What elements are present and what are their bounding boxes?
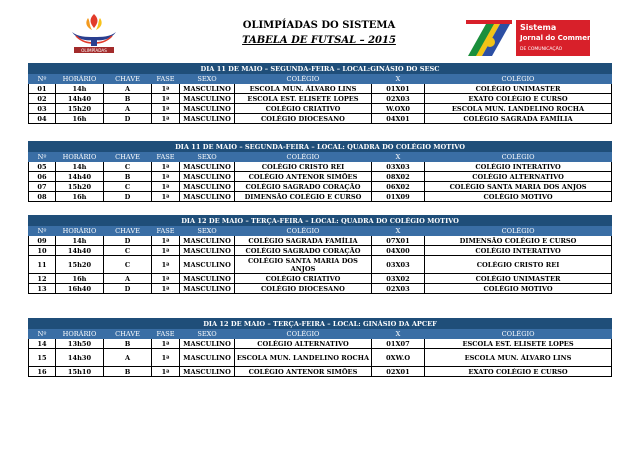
cell: MASCULINO: [180, 94, 235, 104]
cell: 1ª: [152, 182, 180, 192]
cell: 16: [29, 367, 56, 377]
cell: A: [104, 84, 152, 94]
cell: MASCULINO: [180, 367, 235, 377]
cell: COLÉGIO CRIATIVO: [235, 104, 372, 114]
cell: 14: [29, 339, 56, 349]
schedule-block-3: [28, 215, 611, 294]
col-group: CHAVE: [104, 152, 152, 162]
block-title: DIA 12 DE MAIO – TERÇA-FEIRA – LOCAL: QUADRA DO COLÉGIO MOTIVO: [29, 216, 612, 226]
schedule-table: [28, 215, 612, 294]
cell: 15h10: [56, 367, 104, 377]
cell: 02: [29, 94, 56, 104]
col-number: Nº: [29, 226, 56, 236]
cell: D: [104, 236, 152, 246]
col-phase: FASE: [152, 74, 180, 84]
cell: COLÉGIO SANTA MARIA DOS ANJOS: [425, 182, 612, 192]
cell: C: [104, 162, 152, 172]
cell: 1ª: [152, 256, 180, 274]
cell: A: [104, 274, 152, 284]
torch-logo: [58, 10, 130, 56]
cell: MASCULINO: [180, 192, 235, 202]
cell: 16h: [56, 274, 104, 284]
cell: 05: [29, 162, 56, 172]
page-title: OLIMPÍADAS DO SISTEMA: [242, 20, 396, 31]
schedule-table: [28, 318, 612, 377]
cell: MASCULINO: [180, 114, 235, 124]
logo-right-line2: Jornal do Commercio: [520, 34, 602, 42]
cell: 1ª: [152, 172, 180, 182]
table-row: [29, 256, 612, 274]
cell: C: [104, 182, 152, 192]
cell: COLÉGIO SAGRADA FAMÍLIA: [235, 236, 372, 246]
col-school-a: COLÉGIO: [235, 74, 372, 84]
cell: 16h40: [56, 284, 104, 294]
cell: B: [104, 94, 152, 104]
col-phase: FASE: [152, 329, 180, 339]
table-row: [29, 114, 612, 124]
col-group: CHAVE: [104, 74, 152, 84]
cell: COLÉGIO CRISTO REI: [235, 162, 372, 172]
cell: ESCOLA MUN. ÁLVARO LINS: [425, 349, 612, 367]
col-school-a: COLÉGIO: [235, 152, 372, 162]
table-row: [29, 236, 612, 246]
col-school-b: COLÉGIO: [425, 152, 612, 162]
cell: D: [104, 114, 152, 124]
cell: COLÉGIO ANTENOR SIMÕES: [235, 367, 372, 377]
cell: MASCULINO: [180, 236, 235, 246]
col-sex: SEXO: [180, 329, 235, 339]
cell: DIMENSÃO COLÉGIO E CURSO: [235, 192, 372, 202]
cell: 1ª: [152, 192, 180, 202]
cell: MASCULINO: [180, 84, 235, 94]
col-time: HORÁRIO: [56, 226, 104, 236]
column-header-row: [29, 226, 612, 236]
cell: 1ª: [152, 274, 180, 284]
cell: MASCULINO: [180, 349, 235, 367]
schedule-block-4: [28, 318, 611, 377]
cell: COLÉGIO INTERATIVO: [425, 162, 612, 172]
cell: 13h50: [56, 339, 104, 349]
table-row: [29, 84, 612, 94]
cell: ESCOLA MUN. ÁLVARO LINS: [235, 84, 372, 94]
cell: A: [104, 349, 152, 367]
cell: 1ª: [152, 236, 180, 246]
cell: 1ª: [152, 104, 180, 114]
cell: 04X00: [372, 246, 425, 256]
col-phase: FASE: [152, 152, 180, 162]
table-row: [29, 104, 612, 114]
cell: COLÉGIO DIOCESANO: [235, 114, 372, 124]
col-group: CHAVE: [104, 329, 152, 339]
cell: 02X01: [372, 367, 425, 377]
cell: COLÉGIO ALTERNATIVO: [425, 172, 612, 182]
cell: B: [104, 172, 152, 182]
cell: 06X02: [372, 182, 425, 192]
col-phase: FASE: [152, 226, 180, 236]
col-school-b: COLÉGIO: [425, 226, 612, 236]
col-school-a: COLÉGIO: [235, 329, 372, 339]
cell: 03X03: [372, 256, 425, 274]
cell: COLÉGIO SAGRADA FAMÍLIA: [425, 114, 612, 124]
cell: 12: [29, 274, 56, 284]
col-score: X: [372, 74, 425, 84]
col-number: Nº: [29, 74, 56, 84]
col-score: X: [372, 329, 425, 339]
cell: 1ª: [152, 246, 180, 256]
table-row: [29, 284, 612, 294]
cell: COLÉGIO SAGRADO CORAÇÃO: [235, 246, 372, 256]
table-row: [29, 162, 612, 172]
logo-right-line1: Sistema: [520, 23, 557, 32]
cell: 03: [29, 104, 56, 114]
cell: COLÉGIO UNIMASTER: [425, 84, 612, 94]
schedule-block-1: [28, 63, 611, 124]
cell: C: [104, 246, 152, 256]
table-row: [29, 339, 612, 349]
cell: B: [104, 367, 152, 377]
cell: 14h40: [56, 246, 104, 256]
col-time: HORÁRIO: [56, 329, 104, 339]
table-row: [29, 172, 612, 182]
cell: EXATO COLÉGIO E CURSO: [425, 367, 612, 377]
cell: MASCULINO: [180, 162, 235, 172]
col-school-a: COLÉGIO: [235, 226, 372, 236]
cell: 08: [29, 192, 56, 202]
cell: 10: [29, 246, 56, 256]
col-sex: SEXO: [180, 74, 235, 84]
cell: MASCULINO: [180, 172, 235, 182]
cell: COLÉGIO MOTIVO: [425, 284, 612, 294]
cell: 07X01: [372, 236, 425, 246]
cell: A: [104, 104, 152, 114]
cell: 16h: [56, 114, 104, 124]
cell: 14h40: [56, 94, 104, 104]
cell: ESCOLA EST. ELISETE LOPES: [425, 339, 612, 349]
cell: COLÉGIO CRISTO REI: [425, 256, 612, 274]
cell: 1ª: [152, 349, 180, 367]
cell: COLÉGIO SANTA MARIA DOS ANJOS: [235, 256, 372, 274]
cell: DIMENSÃO COLÉGIO E CURSO: [425, 236, 612, 246]
table-row: [29, 94, 612, 104]
cell: 1ª: [152, 94, 180, 104]
col-sex: SEXO: [180, 226, 235, 236]
cell: MASCULINO: [180, 256, 235, 274]
col-sex: SEXO: [180, 152, 235, 162]
table-row: [29, 349, 612, 367]
cell: 1ª: [152, 84, 180, 94]
cell: C: [104, 256, 152, 274]
cell: D: [104, 192, 152, 202]
cell: MASCULINO: [180, 274, 235, 284]
table-row: [29, 274, 612, 284]
cell: EXATO COLÉGIO E CURSO: [425, 94, 612, 104]
cell: MASCULINO: [180, 339, 235, 349]
col-number: Nº: [29, 152, 56, 162]
column-header-row: [29, 329, 612, 339]
logo-right-line3: DE COMUNICAÇÃO: [520, 47, 563, 52]
cell: COLÉGIO SAGRADO CORAÇÃO: [235, 182, 372, 192]
table-row: [29, 182, 612, 192]
page-subtitle: TABELA DE FUTSAL – 2015: [242, 35, 396, 46]
col-time: HORÁRIO: [56, 74, 104, 84]
col-score: X: [372, 152, 425, 162]
cell: 02X03: [372, 94, 425, 104]
cell: 04X01: [372, 114, 425, 124]
cell: 1ª: [152, 284, 180, 294]
cell: 14h40: [56, 172, 104, 182]
schedule-table: [28, 63, 612, 124]
cell: 15: [29, 349, 56, 367]
cell: 11: [29, 256, 56, 274]
cell: 07: [29, 182, 56, 192]
col-group: CHAVE: [104, 226, 152, 236]
cell: 02X03: [372, 284, 425, 294]
cell: D: [104, 284, 152, 294]
block-title: DIA 12 DE MAIO – TERÇA-FEIRA – LOCAL: GINÁSIO DA APCEF: [29, 319, 612, 329]
col-school-b: COLÉGIO: [425, 329, 612, 339]
cell: COLÉGIO ANTENOR SIMÕES: [235, 172, 372, 182]
cell: 01X07: [372, 339, 425, 349]
block-title: DIA 11 DE MAIO – SEGUNDA-FEIRA – LOCAL: QUADRA DO COLÉGIO MOTIVO: [29, 142, 612, 152]
table-row: [29, 367, 612, 377]
cell: 13: [29, 284, 56, 294]
cell: 0XW.O: [372, 349, 425, 367]
column-header-row: [29, 152, 612, 162]
cell: 01: [29, 84, 56, 94]
schedule-table: [28, 141, 612, 202]
cell: 06: [29, 172, 56, 182]
cell: 1ª: [152, 367, 180, 377]
cell: MASCULINO: [180, 104, 235, 114]
cell: 1ª: [152, 339, 180, 349]
schedule-block-2: [28, 141, 611, 202]
block-title: DIA 11 DE MAIO – SEGUNDA-FEIRA – LOCAL:GINÁSIO DO SESC: [29, 64, 612, 74]
cell: 08X02: [372, 172, 425, 182]
cell: COLÉGIO UNIMASTER: [425, 274, 612, 284]
cell: 01X09: [372, 192, 425, 202]
cell: 14h: [56, 162, 104, 172]
cell: 14h: [56, 236, 104, 246]
cell: MASCULINO: [180, 182, 235, 192]
cell: 14h: [56, 84, 104, 94]
cell: COLÉGIO MOTIVO: [425, 192, 612, 202]
cell: ESCOLA MUN. LANDELINO ROCHA: [235, 349, 372, 367]
cell: 1ª: [152, 162, 180, 172]
col-school-b: COLÉGIO: [425, 74, 612, 84]
col-time: HORÁRIO: [56, 152, 104, 162]
cell: MASCULINO: [180, 284, 235, 294]
cell: 16h: [56, 192, 104, 202]
cell: 03X02: [372, 274, 425, 284]
cell: 09: [29, 236, 56, 246]
cell: B: [104, 339, 152, 349]
cell: 01X01: [372, 84, 425, 94]
cell: ESCOLA MUN. LANDELINO ROCHA: [425, 104, 612, 114]
logo-left-text: OLIMPÍADAS: [81, 48, 107, 53]
cell: ESCOLA EST. ELISETE LOPES: [235, 94, 372, 104]
cell: 03X03: [372, 162, 425, 172]
cell: COLÉGIO CRIATIVO: [235, 274, 372, 284]
cell: 15h20: [56, 104, 104, 114]
col-number: Nº: [29, 329, 56, 339]
cell: COLÉGIO DIOCESANO: [235, 284, 372, 294]
cell: 15h20: [56, 256, 104, 274]
table-row: [29, 246, 612, 256]
cell: COLÉGIO ALTERNATIVO: [235, 339, 372, 349]
column-header-row: [29, 74, 612, 84]
cell: W.OX0: [372, 104, 425, 114]
cell: COLÉGIO INTERATIVO: [425, 246, 612, 256]
col-score: X: [372, 226, 425, 236]
cell: 1ª: [152, 114, 180, 124]
cell: 04: [29, 114, 56, 124]
cell: 14h30: [56, 349, 104, 367]
cell: 15h20: [56, 182, 104, 192]
table-row: [29, 192, 612, 202]
cell: MASCULINO: [180, 246, 235, 256]
